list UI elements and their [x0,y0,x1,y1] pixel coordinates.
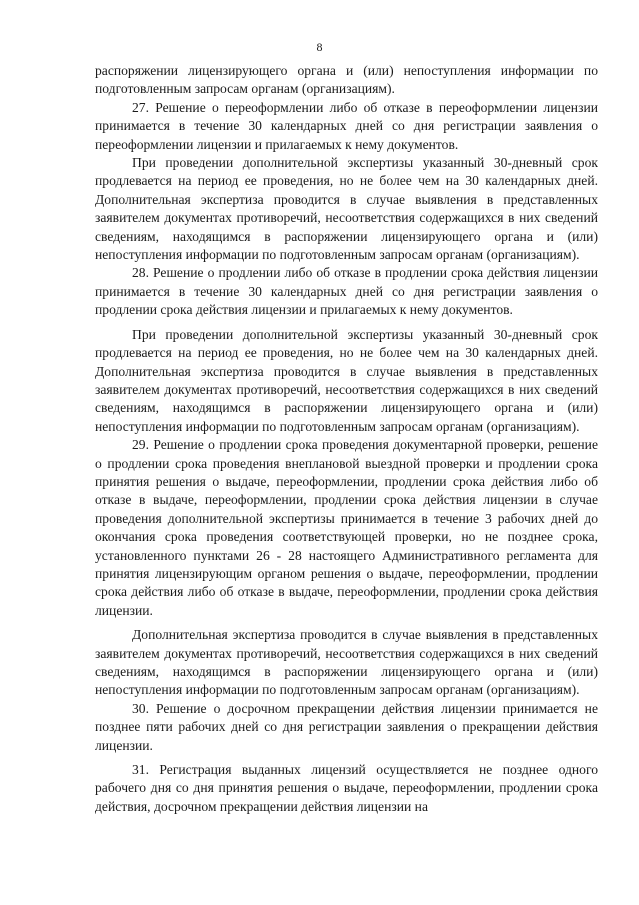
paragraph-31: 31. Регистрация выданных лицензий осуществляется не позднее одного рабочего дня со дня принятия решения о выдаче, переоформлении, продлении срока действия, досрочном прекращении действия лицензии на [95,762,598,814]
paragraph-27: 27. Решение о переоформлении либо об отказе в переоформлении лицензии принимается в течение 30 календарных дней со дня регистрации заявления о переоформлении лицензии и прилагаемых к нему документов. [95,99,598,152]
paragraph-continuation: распоряжении лицензирующего органа и (или) непоступления информации по подготовленным запросам органам (организациям). [95,63,598,97]
paragraph-29-expertise: Дополнительная экспертиза проводится в случае выявления в представленных заявителем документах противоречий, несоответствия содержащихся в них сведений сведениям, находящимся в распоряжении лицензирующего органа и (или) непоступления информации по подготовленным запросам органам (организациям). [95,627,598,698]
paragraph-29: 29. Решение о продлении срока проведения документарной проверки, решение о продлении срока проведения внеплановой выездной проверки и продлении срока принятия решения о выдаче, переоформлении, продлении срока действия либо об отказе в выдаче, переоформлении, продлении срока действия лицензии в случае проведения дополнительной экспертизы принимается в течение 3 рабочих дней до окончания срока проведения соответствующей проверки, но не позднее срока, установленного пунктами 26 - 28 настоящего Административного регламента для принятия лицензирующим органом решения о выдаче, переоформлении, продлении срока действия либо об отказе в выдаче, переоформлении, продлении срока действия лицензии. [95,437,598,618]
document-body [95,62,598,816]
paragraph-28-expertise: При проведении дополнительной экспертизы указанный 30-дневный срок продлевается на период ее проведения, но не более чем на 30 календарных дней. Дополнительная экспертиза проводится в случае выявления в представленных заявителем документах противоречий, несоответствия содержащихся в них сведений сведениям, находящимся в распоряжении лицензирующего органа и (или) непоступления информации по подготовленным запросам органам (организациям). [95,326,598,434]
paragraph-30: 30. Решение о досрочном прекращении действия лицензии принимается не позднее пяти рабочих дней со дня регистрации заявления о прекращении действия лицензии. [95,700,598,753]
page-number: 8 [316,40,323,54]
paragraph-28: 28. Решение о продлении либо об отказе в продлении срока действия лицензии принимается в течение 30 календарных дней со дня регистрации заявления о продлении срока действия лицензии и прилагаемых к нему документов. [95,265,598,318]
paragraph-27-expertise: При проведении дополнительной экспертизы указанный 30-дневный срок продлевается на период ее проведения, но не более чем на 30 календарных дней. Дополнительная экспертиза проводится в случае выявления в представленных заявителем документах противоречий, несоответствия содержащихся в них сведений сведениям, находящимся в распоряжении лицензирующего органа и (или) непоступления информации по подготовленным запросам органам (организациям). [95,155,598,263]
